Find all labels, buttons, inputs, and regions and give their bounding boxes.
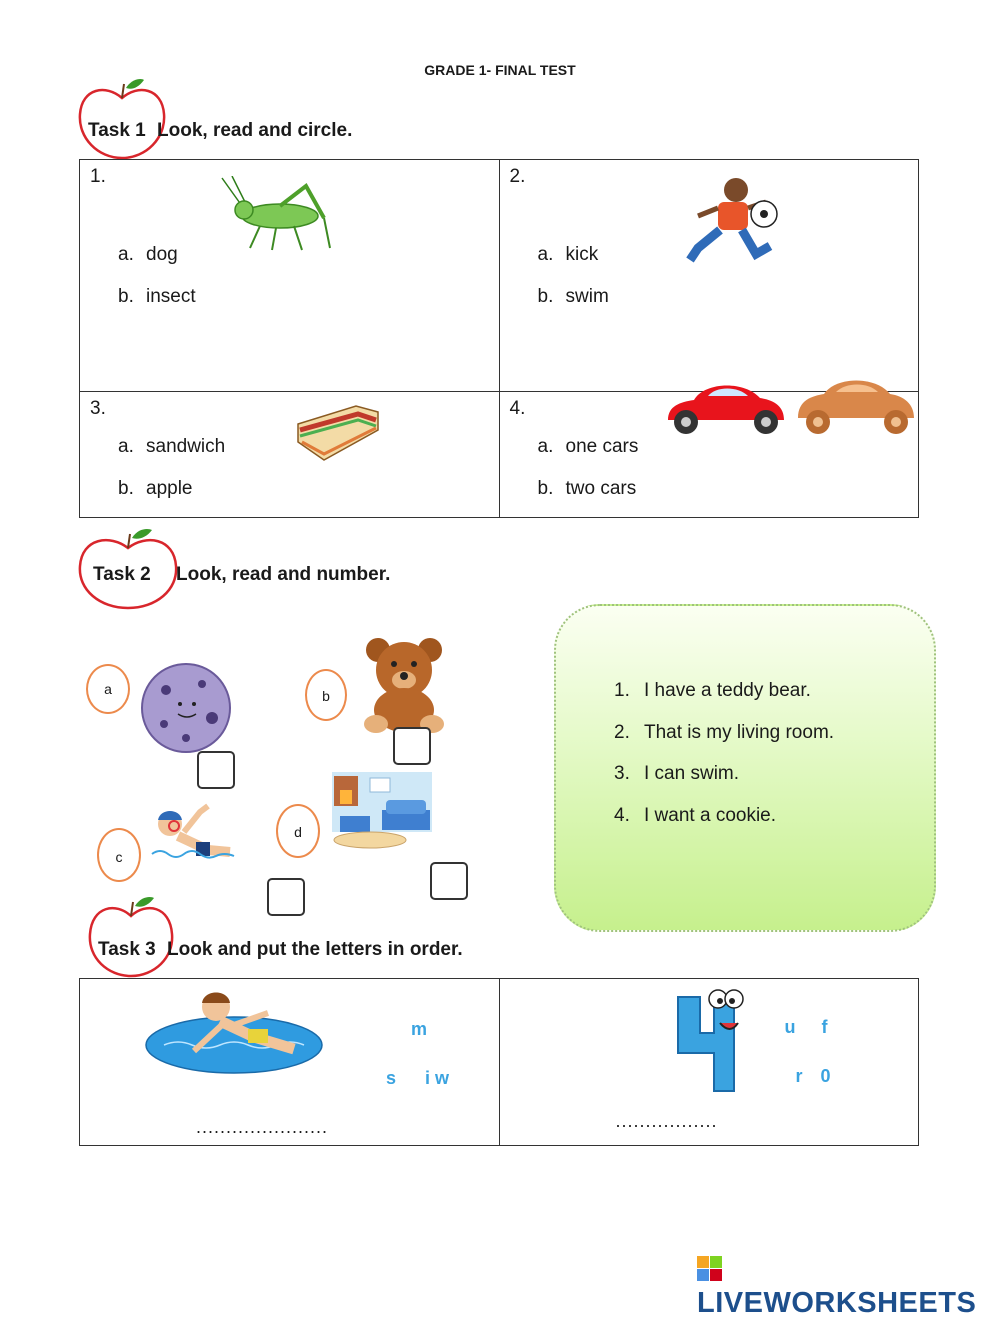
task1-cell-1 [80,160,500,392]
option-a[interactable]: a. one cars [537,436,639,457]
task1-instruction: Look, read and circle. [157,120,353,141]
sandwich-image [294,402,382,466]
letter-circle-a: a [86,664,130,714]
task1-heading [88,120,352,142]
letter-circle-b: b [305,669,347,721]
sentence-4: 4. I want a cookie. [614,805,777,826]
answer-box-d[interactable] [430,862,468,900]
logo-blocks-icon [697,1256,723,1282]
sentences-box [554,604,936,932]
task3-cell-2 [499,979,919,1146]
swimmer-image [150,802,242,866]
option-a[interactable]: a. kick [537,244,599,265]
answer-box-c[interactable] [267,878,305,916]
cookie-image [140,662,232,754]
answer-line[interactable]: ...................... [196,1117,329,1137]
grasshopper-image [220,176,332,256]
letter-tile: m [411,1019,428,1039]
task3-cell-1 [80,979,500,1146]
letter-tile: s [386,1068,397,1088]
test-title: GRADE 1- FINAL TEST [424,62,576,78]
apple-icon [86,896,176,980]
boy-kicking-ball-image [684,176,780,264]
letter-circle-d: d [276,804,320,858]
task1-table [79,159,919,518]
item-number: 4. [509,398,526,419]
task1-cell-2 [499,160,919,392]
task1-cell-3 [80,392,500,518]
task3-instruction: Look and put the letters in order. [167,939,463,960]
item-number: 1. [90,166,106,187]
letter-tile: u [784,1017,796,1037]
letter-tile: r [795,1066,803,1086]
teddy-bear-image [358,634,450,734]
answer-line[interactable]: ................. [615,1111,718,1131]
option-b[interactable]: b. insect [118,286,196,307]
letter-circle-c: c [97,828,141,882]
task1-label: Task 1 [88,120,146,141]
letter-tile: 0 [820,1066,831,1086]
letter-tile: i w [425,1068,450,1088]
item-number: 3. [90,398,106,419]
sentence-3: 3. I can swim. [614,763,740,784]
answer-box-b[interactable] [393,727,431,765]
sentence-1: 1. I have a teddy bear. [614,680,811,701]
sentence-2: 2. That is my living room. [614,722,835,743]
task2-label: Task 2 [93,564,151,585]
task3-label: Task 3 [98,939,156,960]
item-number: 2. [509,166,526,187]
liveworksheets-logo: LIVEWORKSHEETS [697,1254,1000,1320]
task3-heading [98,939,463,961]
option-a[interactable]: a. sandwich [118,436,226,457]
task2-instruction: Look, read and number. [176,564,391,585]
task3-table [79,978,919,1146]
option-b[interactable]: b. apple [118,478,193,499]
living-room-image [330,770,434,850]
option-a[interactable]: a. dog [118,244,178,265]
task1-cell-4 [499,392,919,518]
answer-box-a[interactable] [197,751,235,789]
boy-in-pool-image [144,985,324,1075]
option-b[interactable]: b. two cars [537,478,637,499]
two-cars-image [664,376,920,444]
number-four-image [672,987,750,1095]
letter-tile: f [821,1017,828,1037]
option-b[interactable]: b. swim [537,286,609,307]
task2-heading [93,564,390,586]
